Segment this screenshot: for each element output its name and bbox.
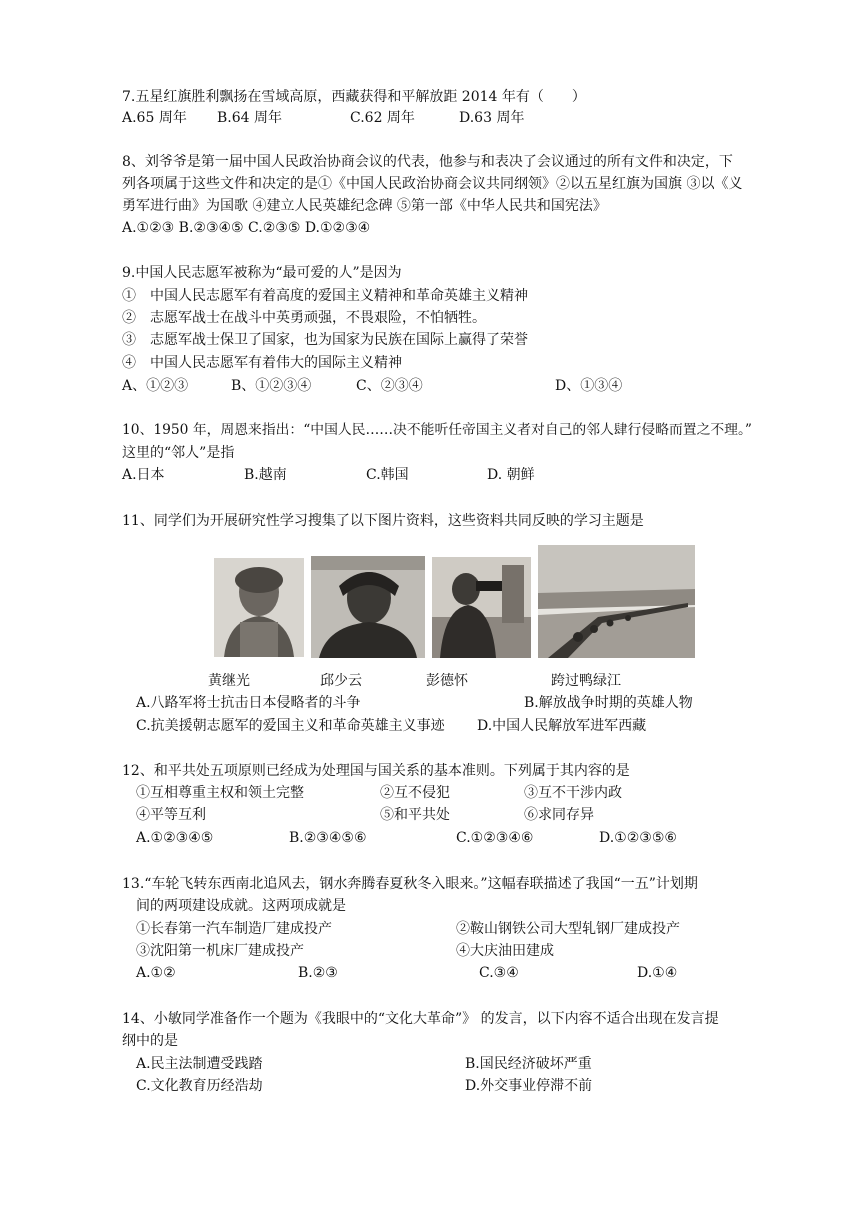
- q13-item-1: ①长春第一汽车制造厂建成投产: [136, 921, 332, 937]
- q12-item-3: ③互不干涉内政: [524, 785, 622, 801]
- q12-option-a: A.①②③④⑤: [136, 830, 214, 846]
- q10-option-a: A.日本: [122, 467, 165, 483]
- huang-jiguang-photo: [214, 558, 304, 657]
- q7-option-b: B.64 周年: [217, 110, 283, 126]
- caption-peng-dehuai: 彭德怀: [426, 673, 468, 689]
- q14-option-c: C.文化教育历经浩劫: [136, 1078, 263, 1094]
- q9-option-c: C、②③④: [356, 378, 423, 394]
- q10-option-d: D. 朝鲜: [487, 467, 535, 483]
- q12-option-d: D.①②③⑤⑥: [599, 830, 677, 846]
- q12-item-2: ②互不侵犯: [380, 785, 450, 801]
- q13-item-3: ③沈阳第一机床厂建成投产: [136, 943, 304, 959]
- q9-option-b: B、①②③④: [231, 378, 312, 394]
- q10-option-c: C.韩国: [366, 467, 409, 483]
- q10-option-b: B.越南: [244, 467, 287, 483]
- q8-stem-line-1: 8、刘爷爷是第一届中国人民政治协商会议的代表，他参与和表决了会议通过的所有文件和决定，下: [122, 154, 733, 170]
- q14-option-b: B.国民经济破坏严重: [465, 1056, 592, 1072]
- q8-stem-line-3: 勇军进行曲》为国歌 ④建立人民英雄纪念碑 ⑤第一部《中华人民共和国宪法》: [122, 198, 607, 214]
- q12-item-6: ⑥求同存异: [524, 807, 594, 823]
- q9-option-d: D、①③④: [555, 378, 623, 394]
- q12-stem: 12、和平共处五项原则已经成为处理国与国关系的基本准则。下列属于其内容的是: [122, 763, 630, 779]
- q9-option-a: A、①②③: [122, 378, 189, 394]
- q11-option-c: C.抗美援朝志愿军的爱国主义和革命英雄主义事迹: [136, 718, 445, 734]
- crossing-yalu-river-photo: [538, 545, 695, 658]
- q9-item-4: ④ 中国人民志愿军有着伟大的国际主义精神: [122, 355, 402, 371]
- q13-item-4: ④大庆油田建成: [456, 943, 554, 959]
- q11-option-a: A.八路军将士抗击日本侵略者的斗争: [136, 695, 361, 711]
- q9-item-2: ② 志愿军战士在战斗中英勇顽强，不畏艰险，不怕牺牲。: [122, 310, 486, 326]
- q13-option-c: C.③④: [479, 965, 519, 981]
- q14-option-a: A.民主法制遭受践踏: [136, 1056, 263, 1072]
- q11-stem: 11、同学们为开展研究性学习搜集了以下图片资料，这些资料共同反映的学习主题是: [122, 513, 644, 529]
- caption-huang-jiguang: 黄继光: [208, 673, 250, 689]
- q13-stem-line-1: 13.“车轮飞转东西南北追风去，钢水奔腾春夏秋冬入眼来。”这幅春联描述了我国“一五”计划期: [122, 876, 698, 892]
- q12-option-c: C.①②③④⑥: [456, 830, 534, 846]
- q7-option-d: D.63 周年: [459, 110, 525, 126]
- q7-option-c: C.62 周年: [350, 110, 415, 126]
- q10-stem-line-2: 这里的“邻人”是指: [122, 445, 235, 461]
- q12-item-1: ①互相尊重主权和领土完整: [136, 785, 304, 801]
- q7-option-a: A.65 周年: [122, 110, 187, 126]
- q9-item-1: ① 中国人民志愿军有着高度的爱国主义精神和革命英雄主义精神: [122, 288, 528, 304]
- q11-option-b: B.解放战争时期的英雄人物: [524, 695, 693, 711]
- q13-stem-line-2: 间的两项建设成就。这两项成就是: [136, 898, 346, 914]
- q13-item-2: ②鞍山钢铁公司大型轧钢厂建成投产: [456, 921, 680, 937]
- q13-option-b: B.②③: [298, 965, 338, 981]
- q14-option-d: D.外交事业停滞不前: [465, 1078, 593, 1094]
- q8-stem-line-2: 列各项属于这些文件和决定的是①《中国人民政治协商会议共同纲领》②以五星红旗为国旗 ③以《义: [122, 176, 743, 192]
- peng-dehuai-photo: [432, 557, 531, 658]
- q13-option-d: D.①④: [637, 965, 678, 981]
- q11-option-d: D.中国人民解放军进军西藏: [477, 718, 647, 734]
- q12-item-5: ⑤和平共处: [380, 807, 450, 823]
- q8-options: A.①②③ B.②③④⑤ C.②③⑤ D.①②③④: [122, 220, 371, 236]
- q9-item-3: ③ 志愿军战士保卫了国家，也为国家为民族在国际上赢得了荣誉: [122, 332, 528, 348]
- q14-stem-line-1: 14、小敏同学准备作一个题为《我眼中的“文化大革命”》 的发言，以下内容不适合出现在发言提: [122, 1011, 719, 1027]
- q13-option-a: A.①②: [136, 965, 176, 981]
- q14-stem-line-2: 纲中的是: [122, 1033, 178, 1049]
- qiu-shaoyun-photo: [311, 556, 425, 658]
- q9-stem: 9.中国人民志愿军被称为“最可爱的人”是因为: [122, 265, 402, 281]
- q10-stem-line-1: 10、1950 年，周恩来指出：“中国人民……决不能听任帝国主义者对自己的邻人肆行侵略而置之不理。”: [122, 422, 752, 438]
- caption-qiu-shaoyun: 邱少云: [320, 673, 362, 689]
- q12-item-4: ④平等互利: [136, 807, 206, 823]
- q7-stem: 7.五星红旗胜利飘扬在雪域高原，西藏获得和平解放距 2014 年有（ ）: [122, 89, 586, 105]
- caption-crossing-yalu-river: 跨过鸭绿江: [551, 673, 621, 689]
- q12-option-b: B.②③④⑤⑥: [289, 830, 367, 846]
